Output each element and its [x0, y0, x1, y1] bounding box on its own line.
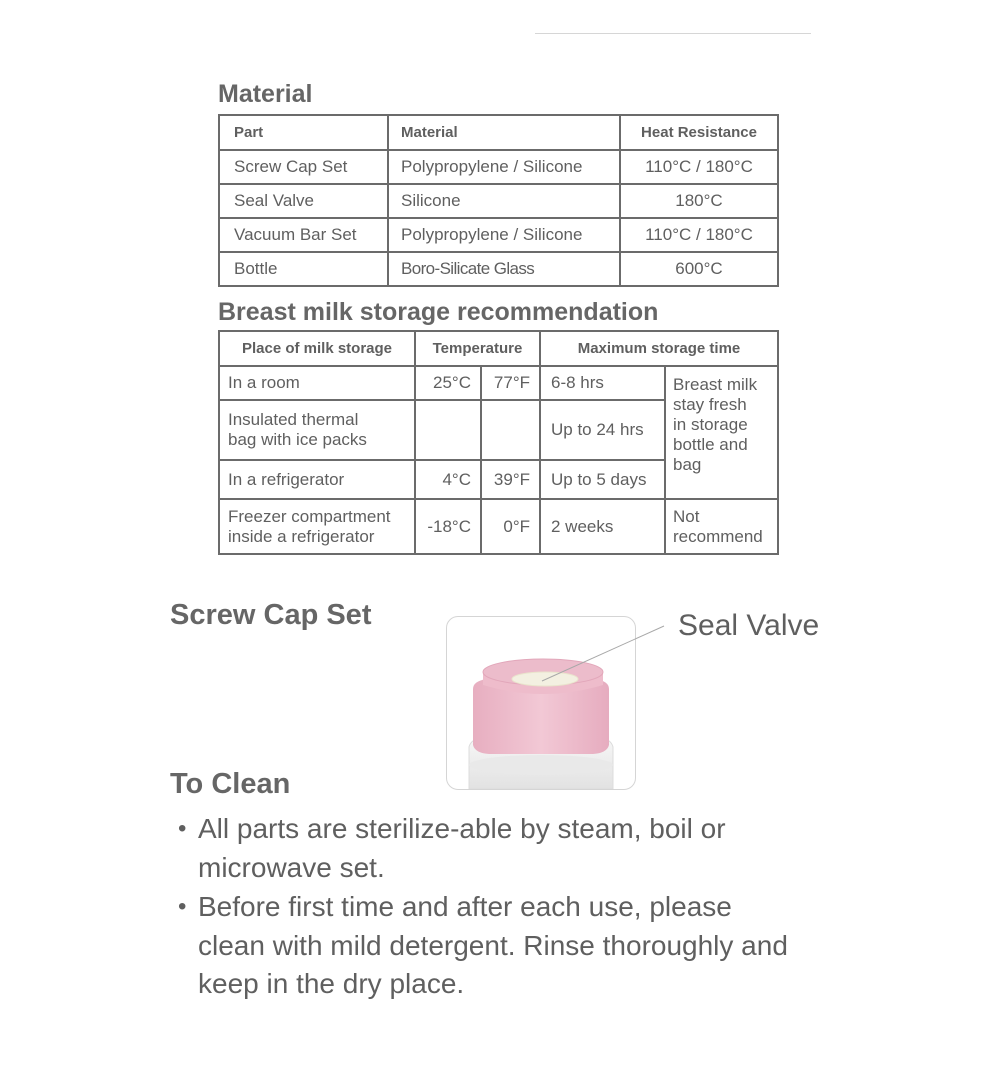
list-item [178, 810, 878, 887]
header-heat-resistance: Heat Resistance [620, 115, 778, 150]
fahrenheit-cell: 39°F [481, 460, 540, 499]
place-cell: In a refrigerator [219, 460, 415, 499]
clean-instruction: Before first time and after each use, please clean with mild detergent. Rinse thoroughly and keep in the dry place. [198, 891, 788, 999]
top-divider [535, 33, 811, 34]
fahrenheit-cell: 77°F [481, 366, 540, 400]
header-material: Material [388, 115, 620, 150]
header-place: Place of milk storage [219, 331, 415, 366]
part-cell: Screw Cap Set [219, 150, 388, 184]
time-cell: Up to 5 days [540, 460, 665, 499]
table-row [219, 366, 778, 400]
header-temperature: Temperature [415, 331, 540, 366]
fahrenheit-cell [481, 400, 540, 460]
table-row [219, 499, 778, 554]
time-cell: 6-8 hrs [540, 366, 665, 400]
fresh-note-cell: Breast milk stay fresh in storage bottle and bag [665, 366, 778, 499]
heat-cell: 180°C [620, 184, 778, 218]
bullet-icon: • [178, 815, 187, 842]
material-cell: Boro-Silicate Glass [388, 252, 620, 286]
table-row [219, 218, 778, 252]
part-cell: Bottle [219, 252, 388, 286]
material-cell: Silicone [388, 184, 620, 218]
freezer-note-cell: Not recommend [665, 499, 778, 554]
material-cell: Polypropylene / Silicone [388, 150, 620, 184]
bullet-icon: • [178, 893, 187, 920]
material-heading: Material [218, 80, 313, 108]
table-row [219, 150, 778, 184]
screw-cap-illustration [446, 616, 636, 790]
place-cell: Insulated thermal bag with ice packs [219, 400, 415, 460]
time-cell: Up to 24 hrs [540, 400, 665, 460]
celsius-cell: -18°C [415, 499, 481, 554]
place-cell: In a room [219, 366, 415, 400]
list-item [178, 888, 878, 1004]
place-cell: Freezer compartment inside a refrigerator [219, 499, 415, 554]
screw-cap-heading: Screw Cap Set [170, 599, 372, 631]
celsius-cell: 25°C [415, 366, 481, 400]
clean-heading: To Clean [170, 768, 291, 800]
storage-heading: Breast milk storage recommendation [218, 298, 659, 326]
table-header-row [219, 115, 778, 150]
material-table [218, 114, 779, 287]
material-cell: Polypropylene / Silicone [388, 218, 620, 252]
header-part: Part [219, 115, 388, 150]
part-cell: Vacuum Bar Set [219, 218, 388, 252]
heat-cell: 110°C / 180°C [620, 218, 778, 252]
heat-cell: 600°C [620, 252, 778, 286]
table-row [219, 184, 778, 218]
clean-list [178, 810, 878, 1005]
celsius-cell [415, 400, 481, 460]
screw-cap-image [447, 617, 635, 789]
table-header-row [219, 331, 778, 366]
table-row [219, 252, 778, 286]
fahrenheit-cell: 0°F [481, 499, 540, 554]
heat-cell: 110°C / 180°C [620, 150, 778, 184]
time-cell: 2 weeks [540, 499, 665, 554]
celsius-cell: 4°C [415, 460, 481, 499]
seal-valve-label: Seal Valve [678, 609, 820, 642]
part-cell: Seal Valve [219, 184, 388, 218]
header-max-time: Maximum storage time [540, 331, 778, 366]
storage-table [218, 330, 779, 555]
clean-instruction: All parts are sterilize-able by steam, boil or microwave set. [198, 813, 726, 883]
